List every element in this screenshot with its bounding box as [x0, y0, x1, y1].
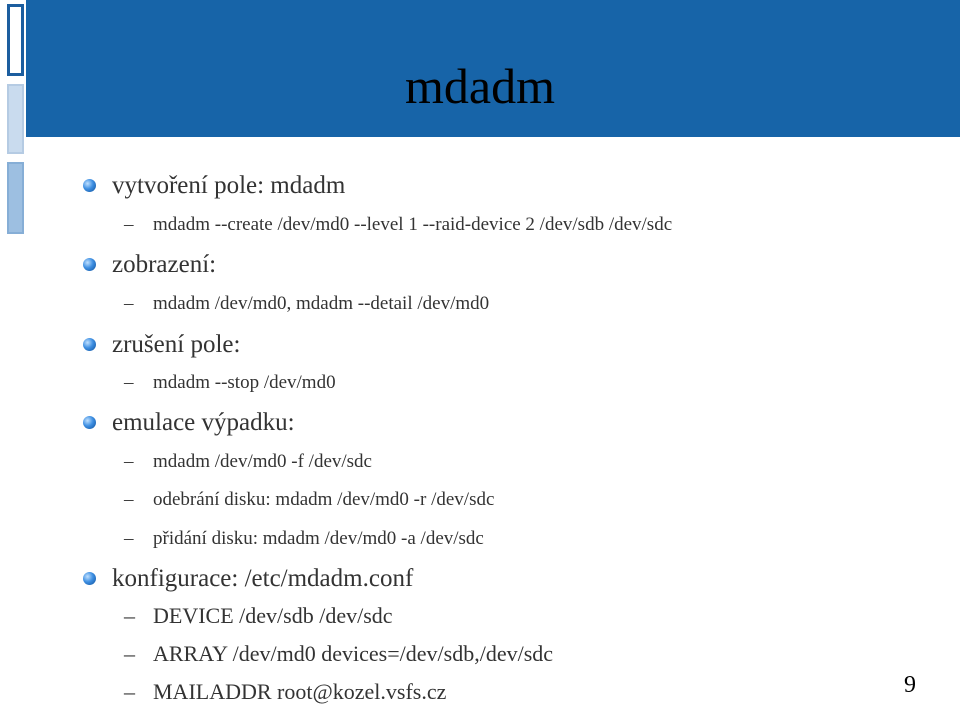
bullet-stop: zrušení pole: — [112, 331, 241, 358]
bullet-config: konfigurace: /etc/mdadm.conf — [112, 565, 414, 592]
slide-title: mdadm — [405, 58, 555, 114]
page-number: 9 — [904, 672, 916, 698]
sub-bullet-stop-cmd: – mdadm --stop /dev/md0 — [153, 371, 336, 395]
sub-bullet-display-cmd: – mdadm /dev/md0, mdadm --detail /dev/md0 — [153, 292, 489, 316]
bullet-failure: emulace výpadku: — [112, 409, 295, 436]
bullet-display: zobrazení: — [112, 251, 217, 278]
bullet-create: vytvoření pole: mdadm — [112, 172, 346, 199]
sub-bullet-device: – DEVICE /dev/sdb /dev/sdc — [153, 603, 393, 629]
sub-bullet-add-cmd: – přidání disku: mdadm /dev/md0 -a /dev/sdc — [153, 527, 484, 551]
sub-bullet-fail-cmd: – mdadm /dev/md0 -f /dev/sdc — [153, 450, 372, 474]
sub-bullet-mailaddr: – MAILADDR root@kozel.vsfs.cz — [153, 679, 446, 705]
sub-bullet-array: – ARRAY /dev/md0 devices=/dev/sdb,/dev/sdc — [153, 641, 553, 667]
sub-bullet-remove-cmd: – odebrání disku: mdadm /dev/md0 -r /dev/sdc — [153, 488, 494, 512]
sub-bullet-create-cmd: – mdadm --create /dev/md0 --level 1 --raid-device 2 /dev/sdb /dev/sdc — [153, 213, 672, 237]
